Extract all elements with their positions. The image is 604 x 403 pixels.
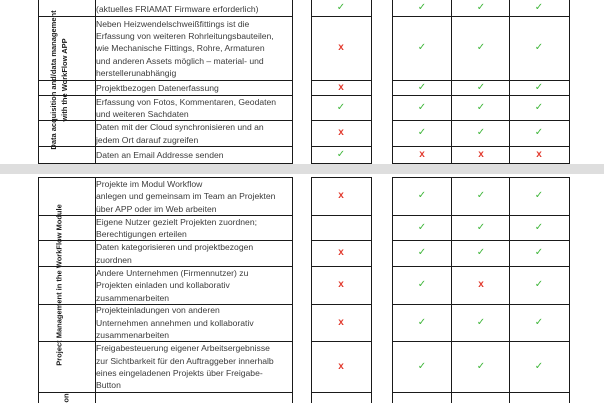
grid-hline: [311, 240, 372, 241]
check-icon: ✓: [476, 316, 486, 328]
cross-icon: x: [338, 279, 344, 290]
grid-hline: [311, 215, 372, 216]
grid-hline: [311, 120, 372, 121]
grid-hline: [392, 266, 570, 267]
cross-icon: x: [338, 42, 344, 53]
row-label: Daten kategorisieren und projektbezogen zuordnen: [96, 242, 254, 265]
check-icon: ✓: [534, 127, 544, 138]
grid-hline: [392, 215, 570, 216]
grid-vline: [509, 177, 510, 403]
grid-hline: [38, 146, 293, 147]
cross-icon: x: [338, 247, 344, 258]
grid-vline: [451, 0, 452, 164]
check-icon: ✓: [417, 190, 427, 201]
check-icon: ✓: [417, 101, 427, 113]
check-icon: ✓: [417, 221, 427, 233]
check-icon: ✓: [476, 360, 486, 372]
check-icon: ✓: [476, 81, 486, 93]
section-title-line: Data acquisition and/data management: [49, 10, 58, 150]
grid-vline: [451, 177, 452, 403]
grid-hline: [311, 177, 372, 178]
check-icon: ✓: [336, 2, 346, 13]
row-label: Eigene Nutzer gezielt Projekten zuordnen; Berechtigungen erteilen: [96, 216, 257, 239]
section-title-line: on: [61, 393, 71, 403]
grid-vline: [371, 0, 372, 164]
cross-icon: x: [338, 190, 344, 201]
check-icon: ✓: [534, 2, 544, 13]
check-icon: ✓: [417, 279, 427, 290]
cross-icon: x: [478, 279, 484, 290]
grid-hline: [392, 120, 570, 121]
row-label: Projektbezogen Datenerfassung: [96, 82, 219, 93]
check-icon: ✓: [534, 42, 544, 53]
check-icon: ✓: [534, 81, 544, 93]
cross-icon: x: [338, 316, 344, 328]
grid-hline: [392, 177, 570, 178]
grid-vline: [392, 0, 393, 164]
check-icon: ✓: [476, 190, 486, 201]
section-title-data: [48, 10, 70, 149]
cross-icon: x: [478, 148, 484, 160]
row-label: Projekte im Modul Workflow anlegen und gemeinsam im Team an Projekten über APP oder im Web arbeiten: [96, 178, 276, 214]
grid-hline: [392, 95, 570, 96]
row-label: Neben Heizwendelschweißfittings ist die Erfassung von weiteren Rohrleitungsbauteilen, wie Mechanische Fittings, Rohre, Armaturen und anderen Assets möglich – material- und herstellerunabhängig: [96, 18, 274, 79]
row-label: Freigabesteuerung eigener Arbeitsergebnisse zur Sichtbarkeit für den Auftraggeber innerhalb eines eingeladenen Projekts über Freigabe- Button: [96, 343, 274, 391]
grid-vline: [311, 0, 312, 164]
grid-hline: [311, 341, 372, 342]
grid-hline: [311, 304, 372, 305]
row-label: Daten an Email Addresse senden: [96, 149, 224, 160]
grid-hline: [392, 341, 570, 342]
grid-hline: [38, 163, 293, 164]
check-icon: ✓: [417, 81, 427, 93]
check-icon: ✓: [476, 127, 486, 138]
check-icon: ✓: [417, 2, 427, 13]
grid-hline: [392, 163, 570, 164]
row-label: Daten mit der Cloud synchronisieren und an jedem Ort darauf zugreifen: [96, 122, 264, 145]
cross-icon: x: [536, 148, 542, 160]
check-icon: ✓: [534, 316, 544, 328]
cross-icon: x: [338, 127, 344, 138]
cross-icon: x: [419, 148, 425, 160]
check-icon: ✓: [476, 221, 486, 233]
grid-vline: [38, 177, 39, 403]
row-label: (aktuelles FRIAMAT Firmware erforderlich): [96, 3, 259, 14]
check-icon: ✓: [417, 127, 427, 138]
grid-hline: [311, 392, 372, 393]
grid-hline: [311, 266, 372, 267]
check-icon: ✓: [417, 360, 427, 372]
cross-icon: x: [338, 81, 344, 93]
grid-hline: [392, 16, 570, 17]
row-label: Projekteinladungen von anderen Unternehmen annehmen und kollaborativ zusammenarbeiten: [96, 305, 254, 341]
section-title-next: [61, 393, 72, 402]
check-icon: ✓: [534, 360, 544, 372]
grid-vline: [311, 177, 312, 403]
grid-vline: [38, 0, 39, 164]
grid-hline: [311, 95, 372, 96]
grid-hline: [392, 240, 570, 241]
check-icon: ✓: [417, 247, 427, 258]
grid-hline: [311, 163, 372, 164]
row-label: Erfassung von Fotos, Kommentaren, Geodaten und weiteren Sachdaten: [96, 96, 277, 119]
check-icon: ✓: [534, 279, 544, 290]
check-icon: ✓: [534, 190, 544, 201]
check-icon: ✓: [336, 148, 346, 160]
row-label: Andere Unternehmen (Firmennutzer) zu Projekten einladen und kollaborativ zusammenarbeiten: [96, 267, 249, 303]
grid-vline: [569, 177, 570, 403]
grid-vline: [569, 0, 570, 164]
cross-icon: x: [338, 360, 344, 372]
grid-hline: [311, 146, 372, 147]
check-icon: ✓: [476, 101, 486, 113]
grid-hline: [392, 146, 570, 147]
check-icon: ✓: [476, 247, 486, 258]
section-title-pm: [54, 204, 65, 366]
grid-hline: [392, 304, 570, 305]
grid-vline: [392, 177, 393, 403]
grid-vline: [509, 0, 510, 164]
grid-vline: [292, 0, 293, 164]
check-icon: ✓: [476, 42, 486, 53]
section-title-line: Project Management in the WorkFlow Module: [54, 204, 64, 366]
grid-hline: [392, 392, 570, 393]
section-title-line: with the WorkFlow APP: [60, 38, 69, 122]
grid-hline: [311, 16, 372, 17]
check-icon: ✓: [336, 101, 346, 113]
grid-vline: [371, 177, 372, 403]
check-icon: ✓: [417, 316, 427, 328]
grid-vline: [292, 177, 293, 403]
check-icon: ✓: [534, 247, 544, 258]
check-icon: ✓: [534, 221, 544, 233]
check-icon: ✓: [476, 2, 486, 13]
grid-hline: [38, 392, 293, 393]
check-icon: ✓: [417, 42, 427, 53]
section-separator: [0, 164, 604, 174]
check-icon: ✓: [534, 101, 544, 113]
